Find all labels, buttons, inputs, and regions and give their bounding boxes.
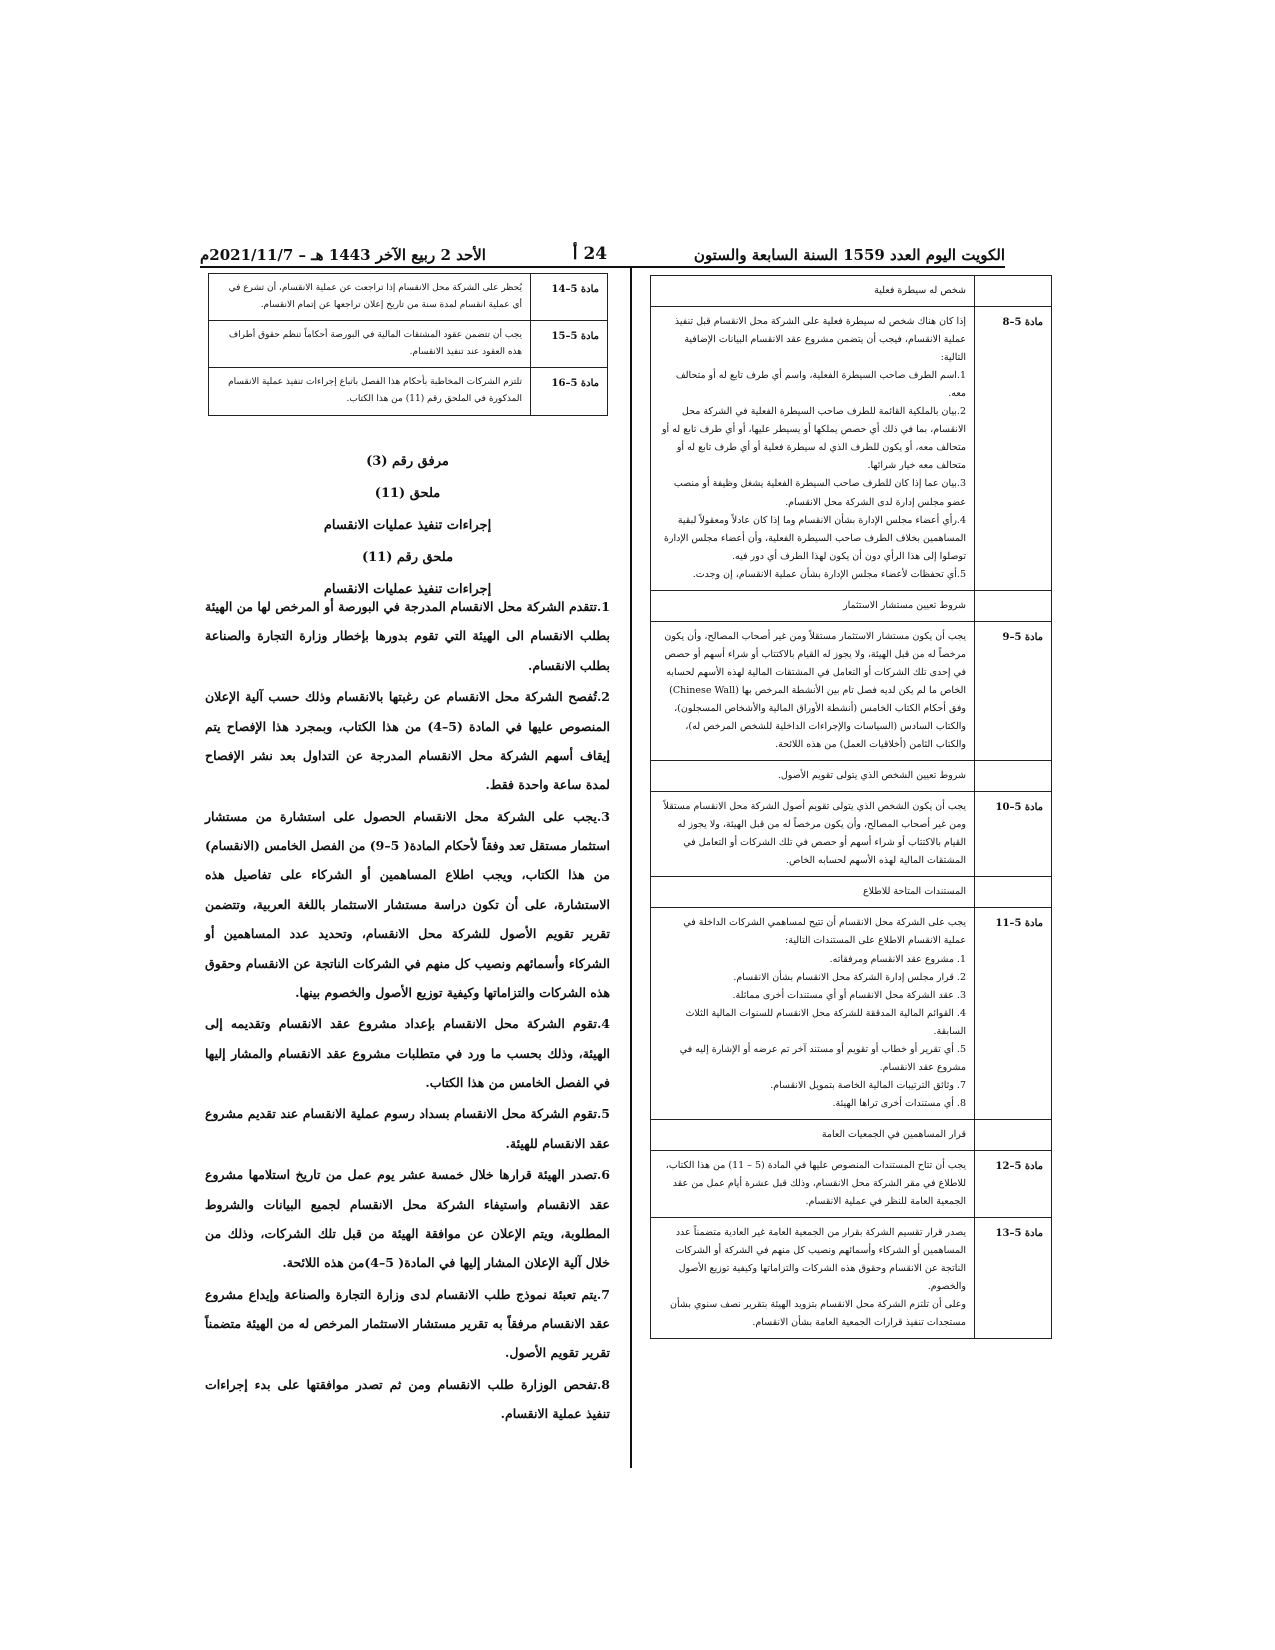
article-number: مادة 5–15 bbox=[531, 321, 608, 368]
column-divider bbox=[630, 268, 632, 1468]
empty-cell bbox=[975, 590, 1052, 621]
right-articles-table bbox=[650, 275, 1052, 1339]
procedures-subtitle: إجراءات تنفيذ عمليات الانقسام bbox=[323, 582, 492, 597]
article-paragraph: 3. عقد الشركة محل الانقسام أو أي مستندات أخرى مماثلة. bbox=[732, 989, 966, 1001]
article-number: مادة 5–8 bbox=[975, 307, 1052, 591]
article-number: مادة 5–12 bbox=[975, 1150, 1052, 1217]
article-row bbox=[209, 321, 608, 368]
article-number: مادة 5–11 bbox=[975, 908, 1052, 1120]
article-number: مادة 5–10 bbox=[975, 792, 1052, 877]
section-heading-row bbox=[651, 877, 1052, 908]
empty-cell bbox=[975, 1119, 1052, 1150]
article-paragraph: يجب أن يكون الشخص الذي يتولى تقويم أصول الشركة محل الانقسام مستقلاً ومن غير أصحاب المصالح، وأن يكون مرخصاً له من قبل الهيئة، ولا يجوز له القيام بالاكتتاب أو شراء أسهم أو حصص في تلك الشركات أو التعامل في المشتقات المالية لهذه الأسهم لحسابه الخاص. bbox=[663, 801, 966, 867]
header-rule bbox=[200, 266, 1005, 268]
article-row bbox=[651, 908, 1052, 1120]
procedures-body bbox=[205, 592, 610, 1431]
article-paragraph: 8. أي مستندات أخرى تراها الهيئة. bbox=[832, 1097, 966, 1109]
section-heading-row bbox=[651, 761, 1052, 792]
article-row bbox=[651, 1150, 1052, 1217]
article-paragraph: يجب أن يكون مستشار الاستثمار مستقلاً ومن غير أصحاب المصالح، وأن يكون مرخصاً له من قبل الهيئة، ولا يجوز له القيام بالاكتتاب أو شراء أسهم أو حصص في إحدى تلك الشركات أو التعامل في المشتقات المالية لهذه الأسهم لحسابه الخاص ما لم يكن لديه فصل تام بين الأنشطة المرخص بها (Chinese Wall) وفق أحكام الكتاب الخامس (أنشطة الأوراق المالية والأشخاص المسجلون)، والكتاب السادس (السياسات والإجراءات الداخلية للشخص المرخص له)، والكتاب الثامن (أخلاقيات العمل) من هذه اللائحة. bbox=[664, 630, 966, 751]
procedure-item: 4.تقوم الشركة محل الانقسام بإعداد مشروع عقد الانقسام وتقديمه إلى الهيئة، وذلك بحسب ما ورد في متطلبات مشروع عقد الانقسام والمشار إليها في الفصل الخامس من هذا الكتاب. bbox=[205, 1016, 610, 1090]
article-paragraph: يجب على الشركة محل الانقسام أن تتيح لمساهمي الشركات الداخلة في عملية الانقسام الاطلاع على المستندات التالية: bbox=[683, 917, 966, 947]
article-text: يُحظر على الشركة محل الانقسام إذا تراجعت عن عملية الانقسام، أن تشرع في أي عملية انقسام لمدة سنة من تاريخ إعلان تراجعها عن إتمام الانقسام. bbox=[209, 274, 531, 321]
section-heading-row bbox=[651, 1119, 1052, 1150]
procedure-item: 8.تفحص الوزارة طلب الانقسام ومن ثم تصدر موافقتها على بدء إجراءات تنفيذ عملية الانقسام. bbox=[205, 1376, 610, 1422]
procedure-item: 6.تصدر الهيئة قرارها خلال خمسة عشر يوم عمل من تاريخ استلامها مشروع عقد الانقسام واستيفاء الشركة محل الانقسام لجميع البيانات والشروط المطلوبة، ويتم الإعلان عن موافقة الهيئة من قبل تلك الشركات، وذلك من خلال آلية الإعلان المشار إليها في المادة( 5–4)من هذه اللائحة. bbox=[205, 1167, 610, 1271]
article-paragraph: 1. مشروع عقد الانقسام ومرفقاته. bbox=[829, 953, 966, 965]
article-row bbox=[651, 307, 1052, 591]
section-heading-row bbox=[651, 590, 1052, 621]
article-paragraph: 3.بيان عما إذا كان للطرف صاحب السيطرة الفعلية يشغل وظيفة أو منصب عضو مجلس إدارة لدى الشركة محل الانقسام. bbox=[673, 478, 966, 508]
article-row bbox=[209, 368, 608, 415]
procedure-item: 7.يتم تعبئة نموذج طلب الانقسام لدى وزارة التجارة والصناعة وإيداع مشروع عقد الانقسام مرفقاً به تقرير مستشار الاستثمار المرخص له من الهيئة متضمناً تقرير تقويم الأصول. bbox=[205, 1286, 610, 1361]
empty-cell bbox=[975, 276, 1052, 307]
header-issue: الكويت اليوم العدد 1559 السنة السابعة والستون bbox=[693, 246, 1005, 264]
article-paragraph: 4.رأي أعضاء مجلس الإدارة بشأن الانقسام وما إذا كان عادلاً ومعقولاً لبقية المساهمين بخلاف الطرف صاحب السيطرة الفعلية، وأن أعضاء مجلس الإدارة توصلوا إلى هذا الرأي دون أن يكون لهذا الطرف أي دور فيه. bbox=[663, 514, 966, 562]
article-number: مادة 5–13 bbox=[975, 1218, 1052, 1339]
article-text bbox=[651, 621, 975, 760]
article-number: مادة 5–16 bbox=[531, 368, 608, 415]
procedure-item: 2.تُفصح الشركة محل الانقسام عن رغبتها بالانقسام وذلك حسب آلية الإعلان المنصوص عليها في المادة (5–4) من هذا الكتاب، وبمجرد هذا الإفصاح يتم إيقاف أسهم الشركة محل الانقسام المدرجة عن التداول بعد نشر الإفصاح لمدة ساعة واحدة فقط. bbox=[205, 689, 611, 793]
article-text bbox=[651, 1218, 975, 1339]
article-number: مادة 5–14 bbox=[531, 274, 608, 321]
article-row bbox=[651, 621, 1052, 760]
left-articles-table bbox=[208, 273, 608, 416]
article-paragraph: 7. وثائق الترتيبات المالية الخاصة بتمويل الانقسام. bbox=[770, 1079, 966, 1091]
article-paragraph: 2.بيان بالملكية القائمة للطرف صاحب السيطرة الفعلية في الشركة محل الانقسام، بما في ذلك أي حصص يملكها أو يسيطر عليها، أو أي طرف تابع له أو متحالف معه، أو يكون للطرف الذي له سيطرة فعلية أو أي طرف تابع له أو متحالف معه خيار شرائها. bbox=[661, 406, 966, 472]
article-paragraph: إذا كان هناك شخص له سيطرة فعلية على الشركة محل الانقسام قبل تنفيذ عملية الانقسام، فيجب أن يتضمن مشروع عقد الانقسام البيانات الإضافية التالية: bbox=[674, 316, 966, 364]
article-text bbox=[651, 1150, 975, 1217]
article-paragraph: يصدر قرار تقسيم الشركة بقرار من الجمعية العامة غير العادية متضمناً عدد المساهمين أو الشركاء وأسمائهم ونصيب كل منهم في الشركة أو الشركات الناتجة عن الانقسام وحقوق هذه الشركات والتزاماتها وكيفية توزيع الأصول والخصوم. bbox=[675, 1227, 966, 1293]
empty-cell bbox=[975, 761, 1052, 792]
article-paragraph: يجب أن تتاح المستندات المنصوص عليها في المادة (5 – 11) من هذا الكتاب، للاطلاع في مقر الشركة محل الانقسام، وذلك قبل عشرة أيام عمل من عقد الجمعية العامة للنظر في عملية الانقسام. bbox=[665, 1159, 966, 1208]
article-paragraph: 1.اسم الطرف صاحب السيطرة الفعلية، واسم أي طرف تابع له أو متحالف معه. bbox=[675, 370, 966, 400]
appendix-title: ملحق (11) bbox=[374, 486, 441, 501]
article-row bbox=[209, 274, 608, 321]
section-heading: المستندات المتاحة للاطلاع bbox=[651, 877, 975, 908]
article-text bbox=[651, 908, 975, 1120]
procedure-item: 3.يجب على الشركة محل الانقسام الحصول على استشارة من مستشار استثمار مستقل تعد وفقاً لأحكام المادة( 5–9) من الفصل الخامس (الانقسام) من هذا الكتاب، ويجب اطلاع المساهمين أو الشركاء على تفاصيل هذه الاستشارة، على أن تكون دراسة مستشار الاستثمار باللغة العربية، وتتضمن تقرير تقويم الأصول للشركة محل الانقسام، وتحديد عدد المساهمين أو الشركاء وأسمائهم ونصيب كل منهم في الشركات الناتجة عن الانقسام وحقوق هذه الشركات والتزاماتها وكيفية توزيع الأصول والخصوم بينها. bbox=[205, 808, 610, 1000]
article-paragraph: 2. قرار مجلس إدارة الشركة محل الانقسام بشأن الانقسام. bbox=[733, 971, 966, 983]
article-text: تلتزم الشركات المخاطبة بأحكام هذا الفصل باتباع إجراءات تنفيذ عملية الانقسام المذكورة في الملحق رقم (11) من هذا الكتاب. bbox=[209, 368, 531, 415]
procedure-item: 1.تتقدم الشركة محل الانقسام المدرجة في البورصة أو المرخص لها من الهيئة بطلب الانقسام الى الهيئة التي تقوم بدورها بإخطار وزارة التجارة والصناعة بطلب الانقسام. bbox=[205, 599, 610, 673]
section-heading: شروط تعيين الشخص الذي يتولى تقويم الأصول. bbox=[651, 761, 975, 792]
article-paragraph: 5.أي تحفظات لأعضاء مجلس الإدارة بشأن عملية الانقسام، إن وجدت. bbox=[692, 568, 966, 580]
procedure-item: 5.تقوم الشركة محل الانقسام بسداد رسوم عملية الانقسام عند تقديم مشروع عقد الانقسام للهيئة. bbox=[205, 1106, 610, 1151]
page-number: 24 أ bbox=[572, 244, 608, 264]
procedures-title: إجراءات تنفيذ عمليات الانقسام bbox=[323, 518, 492, 533]
attachment-title: مرفق رقم (3) bbox=[366, 454, 449, 469]
article-paragraph: وعلى أن تلتزم الشركة محل الانقسام بتزويد الهيئة بتقرير نصف سنوي بشأن مستجدات تنفيذ قرارات الجمعية العامة بشأن الانقسام. bbox=[669, 1299, 966, 1329]
header-date: الأحد 2 ربيع الآخر 1443 هـ – 2021/11/7م bbox=[200, 246, 486, 264]
article-number: مادة 5–9 bbox=[975, 621, 1052, 760]
empty-cell bbox=[975, 877, 1052, 908]
article-paragraph: 5. أي تقرير أو خطاب أو تقويم أو مستند آخر تم عرضه أو الإشارة إليه في مشروع عقد الانقسام. bbox=[679, 1043, 966, 1073]
article-text: يجب أن تتضمن عقود المشتقات المالية في البورصة أحكاماً تنظم حقوق أطراف هذه العقود عند تنفيذ الانقسام. bbox=[209, 321, 531, 368]
article-row bbox=[651, 792, 1052, 877]
section-heading-row bbox=[651, 276, 1052, 307]
article-text bbox=[651, 792, 975, 877]
section-heading: قرار المساهمين في الجمعيات العامة bbox=[651, 1119, 975, 1150]
section-heading: شخص له سيطرة فعلية bbox=[651, 276, 975, 307]
page-header bbox=[200, 240, 1005, 264]
article-text bbox=[651, 307, 975, 591]
article-row bbox=[651, 1218, 1052, 1339]
appendix-titles bbox=[205, 446, 610, 606]
appendix-number-title: ملحق رقم (11) bbox=[361, 550, 454, 565]
section-heading: شروط تعيين مستشار الاستثمار bbox=[651, 590, 975, 621]
article-paragraph: 4. القوائم المالية المدققة للشركة محل الانقسام للسنوات المالية الثلاث السابقة. bbox=[685, 1007, 966, 1037]
